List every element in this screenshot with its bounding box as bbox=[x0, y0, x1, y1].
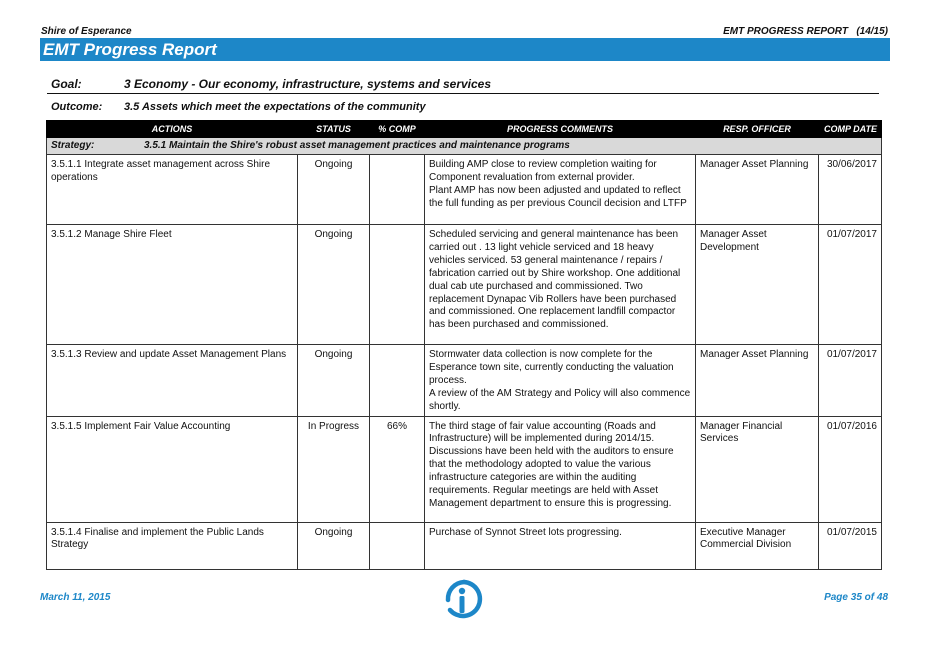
progress-comments-cell bbox=[425, 522, 696, 569]
outcome-line bbox=[51, 101, 426, 113]
percent-complete-cell bbox=[370, 225, 425, 345]
action-cell: 3.5.1.1 Integrate asset management across Shire operations bbox=[47, 155, 298, 225]
goal-label: Goal: bbox=[51, 77, 82, 91]
percent-complete-cell bbox=[370, 522, 425, 569]
comment-paragraph: The third stage of fair value accounting (Roads and Infrastructure) will be implemented during 2014/15. Discussions have been held with the auditors to ensure that the methodology adopted to value the various infrastructure categories are within the auditing requirements. Regular meetings are held with Asset Management department to ensure this is progressing. bbox=[429, 420, 674, 509]
report-page-ref: (14/15) bbox=[856, 26, 888, 37]
percent-complete-cell: 66% bbox=[370, 416, 425, 522]
strategy-row bbox=[47, 138, 882, 155]
completion-date-cell: 01/07/2015 bbox=[819, 522, 882, 569]
footer-date: March 11, 2015 bbox=[40, 592, 111, 603]
status-cell: Ongoing bbox=[298, 345, 370, 417]
action-cell: 3.5.1.2 Manage Shire Fleet bbox=[47, 225, 298, 345]
comment-paragraph: Plant AMP has now been adjusted and updated to reflect the full funding as per previous Council decision and LTFP bbox=[429, 184, 687, 209]
comment-paragraph: A review of the AM Strategy and Policy will also commence shortly. bbox=[429, 387, 691, 412]
col-actions: ACTIONS bbox=[47, 121, 298, 138]
goal-line bbox=[51, 77, 491, 91]
progress-comments-cell bbox=[425, 416, 696, 522]
table-row bbox=[47, 416, 882, 522]
col-comp: % COMP bbox=[370, 121, 425, 138]
action-cell: 3.5.1.5 Implement Fair Value Accounting bbox=[47, 416, 298, 522]
action-cell: 3.5.1.3 Review and update Asset Management Plans bbox=[47, 345, 298, 417]
percent-complete-cell bbox=[370, 345, 425, 417]
footer-page-number: Page 35 of 48 bbox=[824, 592, 888, 603]
table-row bbox=[47, 155, 882, 225]
completion-date-cell: 01/07/2016 bbox=[819, 416, 882, 522]
responsible-officer-cell: Manager Asset Development bbox=[696, 225, 819, 345]
comment-paragraph: Stormwater data collection is now complete for the Esperance town site, currently conducting the valuation process. bbox=[429, 349, 674, 386]
completion-date-cell: 01/07/2017 bbox=[819, 345, 882, 417]
strategy-text: 3.5.1 Maintain the Shire's robust asset management practices and maintenance programs bbox=[144, 140, 570, 151]
completion-date-cell: 30/06/2017 bbox=[819, 155, 882, 225]
responsible-officer-cell: Manager Asset Planning bbox=[696, 155, 819, 225]
strategy-label: Strategy: bbox=[51, 140, 95, 151]
report-header bbox=[723, 26, 888, 37]
outcome-text: 3.5 Assets which meet the expectations of the community bbox=[124, 101, 426, 113]
percent-complete-cell bbox=[370, 155, 425, 225]
shire-logo-icon bbox=[440, 578, 488, 620]
goal-divider bbox=[47, 93, 879, 94]
col-date: COMP DATE bbox=[819, 121, 882, 138]
comment-paragraph: Scheduled servicing and general maintenance has been carried out . 13 light vehicle serviced and 18 heavy vehicles serviced. 53 general maintenance / repairs / fabrication carried out by Shire workshop. One additional dual cab ute purchased and commissioned. Two replacement Dynapac Vib Rollers have been purchased and commissioned. One replacement landfill compactor has been purchased and commissioned. bbox=[429, 229, 681, 331]
action-cell: 3.5.1.4 Finalise and implement the Public Lands Strategy bbox=[47, 522, 298, 569]
status-cell: Ongoing bbox=[298, 155, 370, 225]
table-header-row bbox=[47, 121, 882, 138]
progress-comments-cell bbox=[425, 345, 696, 417]
actions-table bbox=[46, 120, 882, 570]
table-row bbox=[47, 225, 882, 345]
responsible-officer-cell: Executive Manager Commercial Division bbox=[696, 522, 819, 569]
col-officer: RESP. OFFICER bbox=[696, 121, 819, 138]
title-banner bbox=[40, 38, 890, 61]
responsible-officer-cell: Manager Financial Services bbox=[696, 416, 819, 522]
progress-comments-cell bbox=[425, 225, 696, 345]
comment-paragraph: Building AMP close to review completion waiting for Component revaluation from external provider. bbox=[429, 159, 657, 183]
table-row bbox=[47, 522, 882, 569]
status-cell: In Progress bbox=[298, 416, 370, 522]
progress-comments-cell bbox=[425, 155, 696, 225]
completion-date-cell: 01/07/2017 bbox=[819, 225, 882, 345]
col-status: STATUS bbox=[298, 121, 370, 138]
status-cell: Ongoing bbox=[298, 522, 370, 569]
status-cell: Ongoing bbox=[298, 225, 370, 345]
goal-text: 3 Economy - Our economy, infrastructure, systems and services bbox=[124, 77, 492, 91]
banner-title: EMT Progress Report bbox=[43, 40, 217, 59]
col-comments: PROGRESS COMMENTS bbox=[425, 121, 696, 138]
organisation-name: Shire of Esperance bbox=[41, 26, 132, 37]
comment-paragraph: Purchase of Synnot Street lots progressing. bbox=[429, 526, 622, 538]
outcome-label: Outcome: bbox=[51, 101, 103, 113]
table-row bbox=[47, 345, 882, 417]
report-title: EMT PROGRESS REPORT bbox=[723, 26, 848, 37]
responsible-officer-cell: Manager Asset Planning bbox=[696, 345, 819, 417]
